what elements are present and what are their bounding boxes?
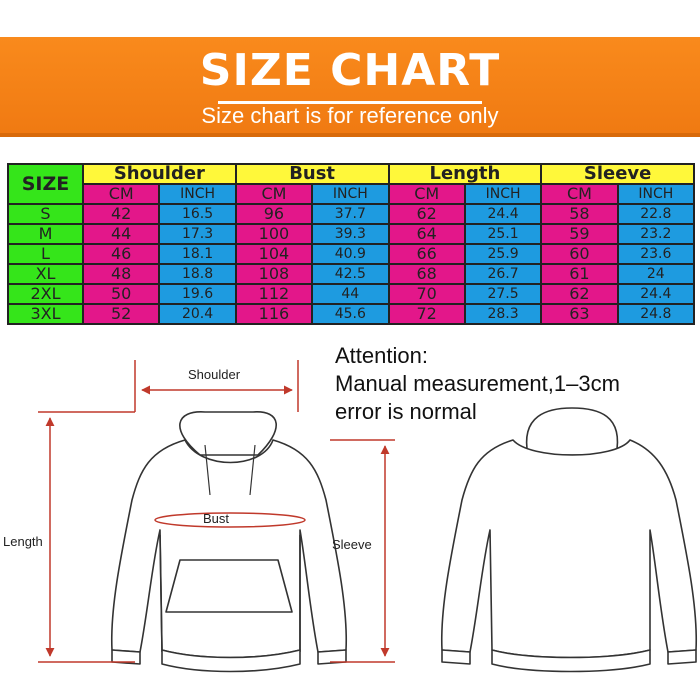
bust-inch-cell: 45.6 [312,304,388,324]
length-inch-cell: 25.1 [465,224,541,244]
shoulder-inch-cell: 19.6 [159,284,235,304]
shoulder-inch-cell: 18.8 [159,264,235,284]
shoulder-cm-cell: 50 [83,284,159,304]
table-row [8,284,694,304]
shoulder-cm-cell: 46 [83,244,159,264]
title-banner [0,37,700,137]
size-cell: L [8,244,83,264]
bust-cm-cell: 112 [236,284,312,304]
unit-inch: INCH [618,184,694,204]
shoulder-cm-cell: 48 [83,264,159,284]
length-inch-cell: 24.4 [465,204,541,224]
shoulder-cm-cell: 42 [83,204,159,224]
size-cell: 2XL [8,284,83,304]
unit-cm: CM [541,184,617,204]
back-hoodie-drawing [442,408,697,672]
length-inch-cell: 27.5 [465,284,541,304]
length-cm-cell: 72 [389,304,465,324]
bust-header: Bust [236,164,389,184]
length-cm-cell: 64 [389,224,465,244]
bust-cm-cell: 104 [236,244,312,264]
shoulder-inch-cell: 20.4 [159,304,235,324]
sleeve-inch-cell: 24.8 [618,304,694,324]
unit-cm: CM [236,184,312,204]
bust-cm-cell: 96 [236,204,312,224]
bust-inch-cell: 42.5 [312,264,388,284]
size-header: SIZE [8,164,83,204]
table-row [8,224,694,244]
shoulder-label: Shoulder [188,367,241,382]
size-table [7,163,695,325]
unit-cm: CM [83,184,159,204]
shoulder-cm-cell: 44 [83,224,159,244]
shoulder-inch-cell: 18.1 [159,244,235,264]
unit-inch: INCH [312,184,388,204]
shoulder-cm-cell: 52 [83,304,159,324]
size-cell: M [8,224,83,244]
length-header: Length [389,164,542,184]
sleeve-cm-cell: 62 [541,284,617,304]
sleeve-cm-cell: 60 [541,244,617,264]
shoulder-inch-cell: 17.3 [159,224,235,244]
length-cm-cell: 68 [389,264,465,284]
length-cm-cell: 70 [389,284,465,304]
sleeve-inch-cell: 24 [618,264,694,284]
sleeve-inch-cell: 22.8 [618,204,694,224]
bust-cm-cell: 100 [236,224,312,244]
sleeve-inch-cell: 23.6 [618,244,694,264]
sleeve-inch-cell: 24.4 [618,284,694,304]
sleeve-header: Sleeve [541,164,694,184]
front-hoodie-drawing [112,412,347,672]
bust-inch-cell: 37.7 [312,204,388,224]
length-cm-cell: 62 [389,204,465,224]
sleeve-label: Sleeve [332,537,372,552]
table-row [8,264,694,284]
shoulder-header: Shoulder [83,164,236,184]
banner-title: SIZE CHART [199,45,501,96]
size-cell: XL [8,264,83,284]
table-row [8,304,694,324]
length-inch-cell: 26.7 [465,264,541,284]
unit-cm: CM [389,184,465,204]
unit-inch: INCH [159,184,235,204]
bust-inch-cell: 40.9 [312,244,388,264]
hoodie-diagram [0,335,700,700]
bust-cm-cell: 116 [236,304,312,324]
length-cm-cell: 66 [389,244,465,264]
sleeve-cm-cell: 63 [541,304,617,324]
sleeve-inch-cell: 23.2 [618,224,694,244]
sleeve-cm-cell: 58 [541,204,617,224]
length-label: Length [3,534,43,549]
sleeve-cm-cell: 59 [541,224,617,244]
sleeve-cm-cell: 61 [541,264,617,284]
table-row [8,244,694,264]
attention-line-1: Attention: [335,343,428,368]
unit-inch: INCH [465,184,541,204]
size-cell: 3XL [8,304,83,324]
bust-inch-cell: 39.3 [312,224,388,244]
table-row [8,204,694,224]
size-cell: S [8,204,83,224]
bust-label: Bust [203,511,230,526]
bust-cm-cell: 108 [236,264,312,284]
banner-subtitle: Size chart is for reference only [201,103,499,128]
length-inch-cell: 25.9 [465,244,541,264]
attention-line-3: error is normal [335,399,477,424]
shoulder-inch-cell: 16.5 [159,204,235,224]
attention-line-2: Manual measurement,1–3cm [335,371,620,396]
bust-inch-cell: 44 [312,284,388,304]
length-inch-cell: 28.3 [465,304,541,324]
